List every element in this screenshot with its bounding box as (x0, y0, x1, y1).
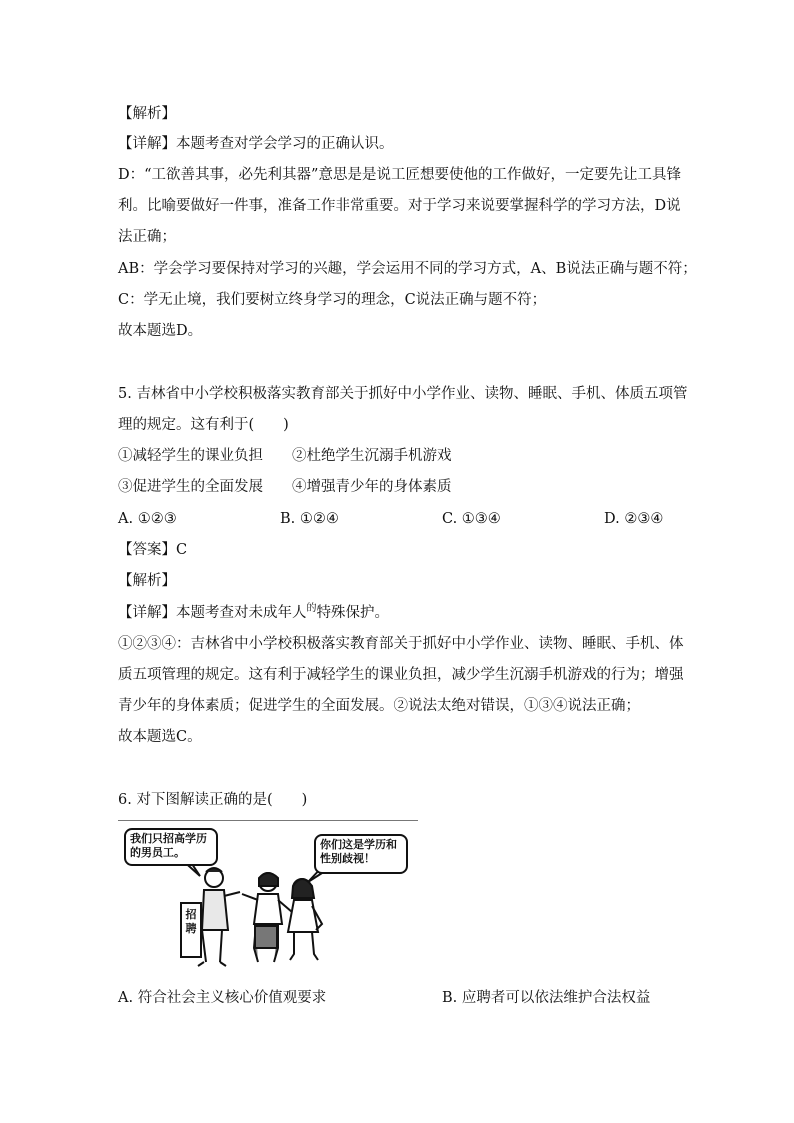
question-5-answer: 【答案】C (118, 542, 188, 558)
option-d-analysis-line-1: D：“工欲善其事，必先利其器”意思是是说工匠想要使他的工作做好，一定要先让工具锋 (118, 167, 681, 183)
question-5-stem-line-2: 理的规定。这有利于( ) (118, 417, 289, 433)
question-5-option-d: D. ②③④ (604, 511, 664, 527)
speech-bubble-recruiter: 我们只招高学历的男员工。 (124, 828, 218, 866)
question-5-body-line-3: 青少年的身体素质；促进学生的全面发展。②说法太绝对错误，①③④说法正确； (118, 698, 640, 714)
question-5-items-line-1: ①减轻学生的课业负担 ②杜绝学生沉溺手机游戏 (118, 448, 452, 464)
question-5-option-b: B. ①②④ (280, 511, 339, 527)
question-5-stem-line-1: 5. 吉林省中小学校积极落实教育部关于抓好中小学作业、读物、睡眠、手机、体质五项管 (118, 386, 688, 402)
question-6-option-b: B. 应聘者可以依法维护合法权益 (442, 990, 651, 1006)
question-5-body-line-1: ①②③④：吉林省中小学校积极落实教育部关于抓好中小学作业、读物、睡眠、手机、体 (118, 636, 684, 652)
question-6-option-a: A. 符合社会主义核心价值观要求 (118, 990, 327, 1006)
question-5-items-line-2: ③促进学生的全面发展 ④增强青少年的身体素质 (118, 479, 452, 495)
question-6-stem: 6. 对下图解读正确的是( ) (118, 792, 308, 808)
question-5-option-c: C. ①③④ (442, 511, 501, 527)
question-5-conclusion: 故本题选C。 (118, 729, 202, 745)
option-d-analysis-line-3: 法正确； (118, 229, 176, 245)
detail-superscript: 的 (306, 603, 317, 614)
analysis-heading: 【解析】 (118, 106, 176, 122)
detail-line: 【详解】本题考查对学会学习的正确认识。 (118, 136, 394, 152)
question-5-detail-line (118, 603, 389, 625)
detail-prefix: 【详解】本题考查对未成年人 (118, 605, 307, 621)
question-5-analysis-heading: 【解析】 (118, 573, 176, 589)
option-c-analysis-line: C：学无止境，我们要树立终身学习的理念，C说法正确与题不符； (118, 292, 547, 308)
question-5-body-line-2: 质五项管理的规定。这有利于减轻学生的课业负担，减少学生沉溺手机游戏的行为；增强 (118, 667, 684, 683)
option-ab-analysis-line: AB：学会学习要保持对学习的兴趣，学会运用不同的学习方式，A、B说法正确与题不符； (118, 261, 697, 277)
recruitment-cartoon (118, 820, 418, 970)
recruitment-sign: 招聘 (180, 902, 202, 958)
speech-bubble-applicant: 你们这是学历和性别歧视！ (314, 834, 408, 874)
option-d-analysis-line-2: 利。比喻要做好一件事，准备工作非常重要。对于学习来说要掌握科学的学习方法，D说 (118, 198, 681, 214)
conclusion-line: 故本题选D。 (118, 323, 203, 339)
question-5-option-a: A. ①②③ (118, 511, 177, 527)
detail-suffix: 特殊保护。 (316, 605, 389, 621)
